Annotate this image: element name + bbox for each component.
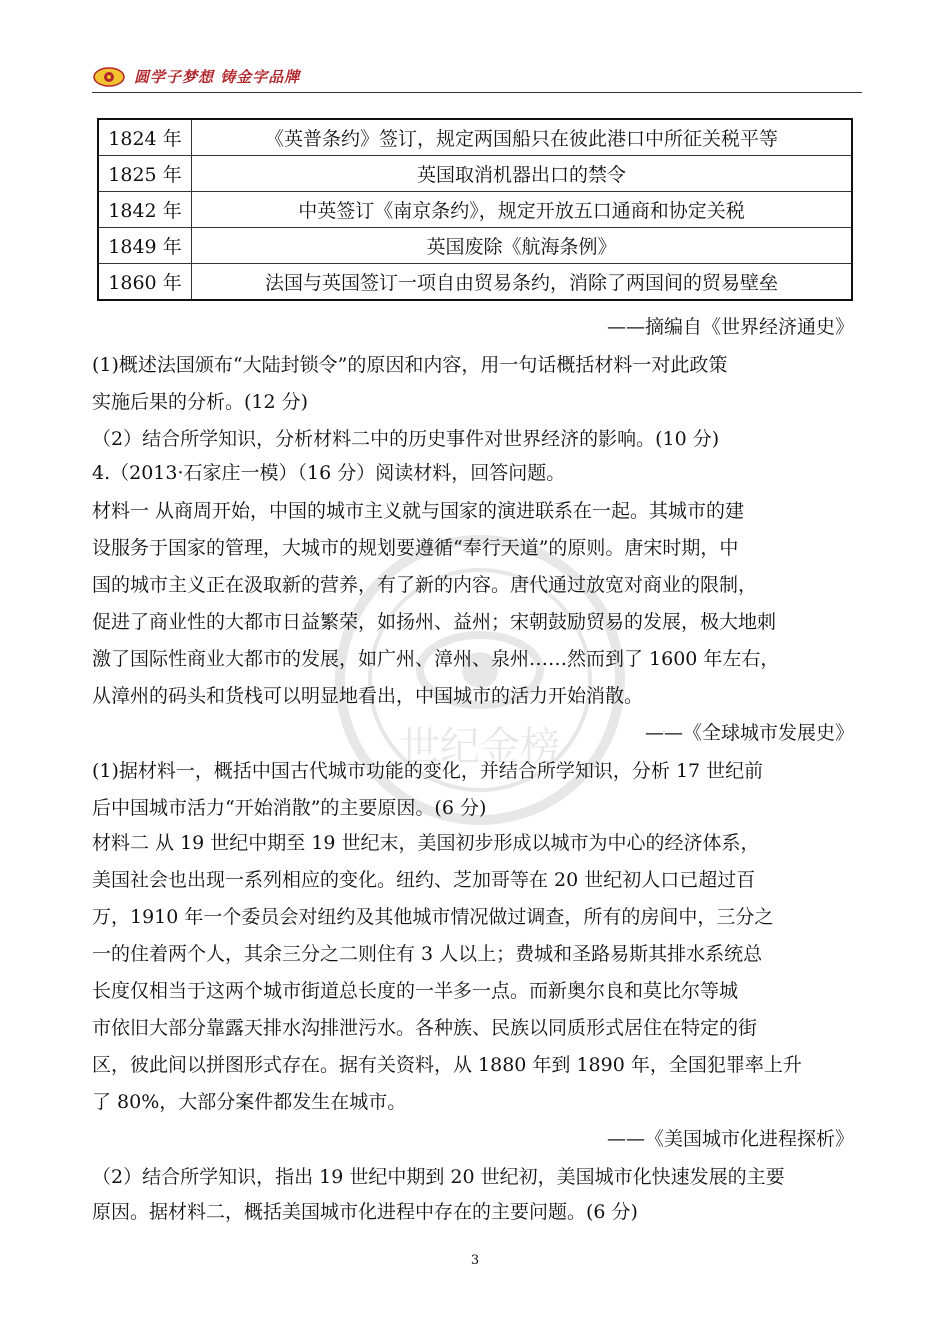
material-text: 区，彼此间以拼图形式存在。据有关资料，从 1880 年到 1890 年，全国犯罪率上升 <box>92 1054 802 1076</box>
year-cell: 1824 年 <box>98 119 192 156</box>
material-text: 材料二 从 19 世纪中期至 19 世纪末，美国初步形成以城市为中心的经济体系， <box>92 832 760 854</box>
table-row <box>98 228 852 264</box>
material-text: 了 80%，大部分案件都发生在城市。 <box>92 1091 407 1113</box>
year-cell: 1825 年 <box>98 156 192 192</box>
header-divider <box>92 92 862 93</box>
question-title: 4.（2013·石家庄一模）（16 分）阅读材料，回答问题。 <box>92 462 566 484</box>
material-text: 长度仅相当于这两个城市街道总长度的一半多一点。而新奥尔良和莫比尔等城 <box>92 980 739 1002</box>
table-row <box>98 156 852 192</box>
material-text: 万，1910 年一个委员会对纽约及其他城市情况做过调查，所有的房间中，三分之 <box>92 906 774 928</box>
material-text: 促进了商业性的大都市日益繁荣，如扬州、益州；宋朝鼓励贸易的发展，极大地刺 <box>92 611 777 633</box>
material-text: 市依旧大部分靠露天排水沟排泄污水。各种族、民族以同质形式居住在特定的街 <box>92 1017 758 1039</box>
table-row <box>98 192 852 228</box>
material-text: 国的城市主义正在汲取新的营养，有了新的内容。唐代通过放宽对商业的限制， <box>92 574 758 596</box>
material-text: 激了国际性商业大都市的发展，如广州、漳州、泉州……然而到了 1600 年左右， <box>92 648 780 670</box>
question-text: 后中国城市活力“开始消散”的主要原因。(6 分) <box>92 797 487 819</box>
header-slogan: 圆学子梦想 铸金字品牌 <box>134 68 301 86</box>
event-cell: 中英签订《南京条约》，规定开放五口通商和协定关税 <box>192 192 853 228</box>
question-text: 原因。据材料二，概括美国城市化进程中存在的主要问题。(6 分) <box>92 1201 638 1223</box>
table-source: ——摘编自《世界经济通史》 <box>606 316 854 338</box>
timeline-table <box>97 118 853 301</box>
event-cell: 英国废除《航海条例》 <box>192 228 853 264</box>
event-cell: 《英普条约》签订，规定两国船只在彼此港口中所征关税平等 <box>192 119 853 156</box>
question-text: （2）结合所学知识，分析材料二中的历史事件对世界经济的影响。(10 分) <box>92 428 720 450</box>
question-text: (1)据材料一，概括中国古代城市功能的变化，并结合所学知识，分析 17 世纪前 <box>92 760 764 782</box>
material-text: 材料一 从商周开始，中国的城市主义就与国家的演进联系在一起。其城市的建 <box>92 500 745 522</box>
event-cell: 英国取消机器出口的禁令 <box>192 156 853 192</box>
material-text: 设服务于国家的管理，大城市的规划要遵循“奉行天道”的原则。唐宋时期，中 <box>92 537 739 559</box>
year-cell: 1849 年 <box>98 228 192 264</box>
page-header <box>92 60 862 94</box>
logo-icon <box>92 66 126 88</box>
material-source: ——《全球城市发展史》 <box>644 722 854 744</box>
page-number: 3 <box>470 1253 480 1268</box>
question-text: (1)概述法国颁布“大陆封锁令”的原因和内容，用一句话概括材料一对此政策 <box>92 354 728 376</box>
event-cell: 法国与英国签订一项自由贸易条约，消除了两国间的贸易壁垒 <box>192 264 853 301</box>
material-text: 美国社会也出现一系列相应的变化。纽约、芝加哥等在 20 世纪初人口已超过百 <box>92 869 756 891</box>
material-text: 一的住着两个人，其余三分之二则住有 3 人以上；费城和圣路易斯其排水系统总 <box>92 943 763 965</box>
material-text: 从漳州的码头和货栈可以明显地看出，中国城市的活力开始消散。 <box>92 685 644 707</box>
svg-text:世纪金榜: 世纪金榜 <box>400 724 560 770</box>
table-row <box>98 264 852 301</box>
table-row <box>98 119 852 156</box>
year-cell: 1860 年 <box>98 264 192 301</box>
question-text: 实施后果的分析。(12 分) <box>92 391 309 413</box>
question-text: （2）结合所学知识，指出 19 世纪中期到 20 世纪初，美国城市化快速发展的主要 <box>92 1166 785 1188</box>
material-source: ——《美国城市化进程探析》 <box>606 1128 854 1150</box>
year-cell: 1842 年 <box>98 192 192 228</box>
